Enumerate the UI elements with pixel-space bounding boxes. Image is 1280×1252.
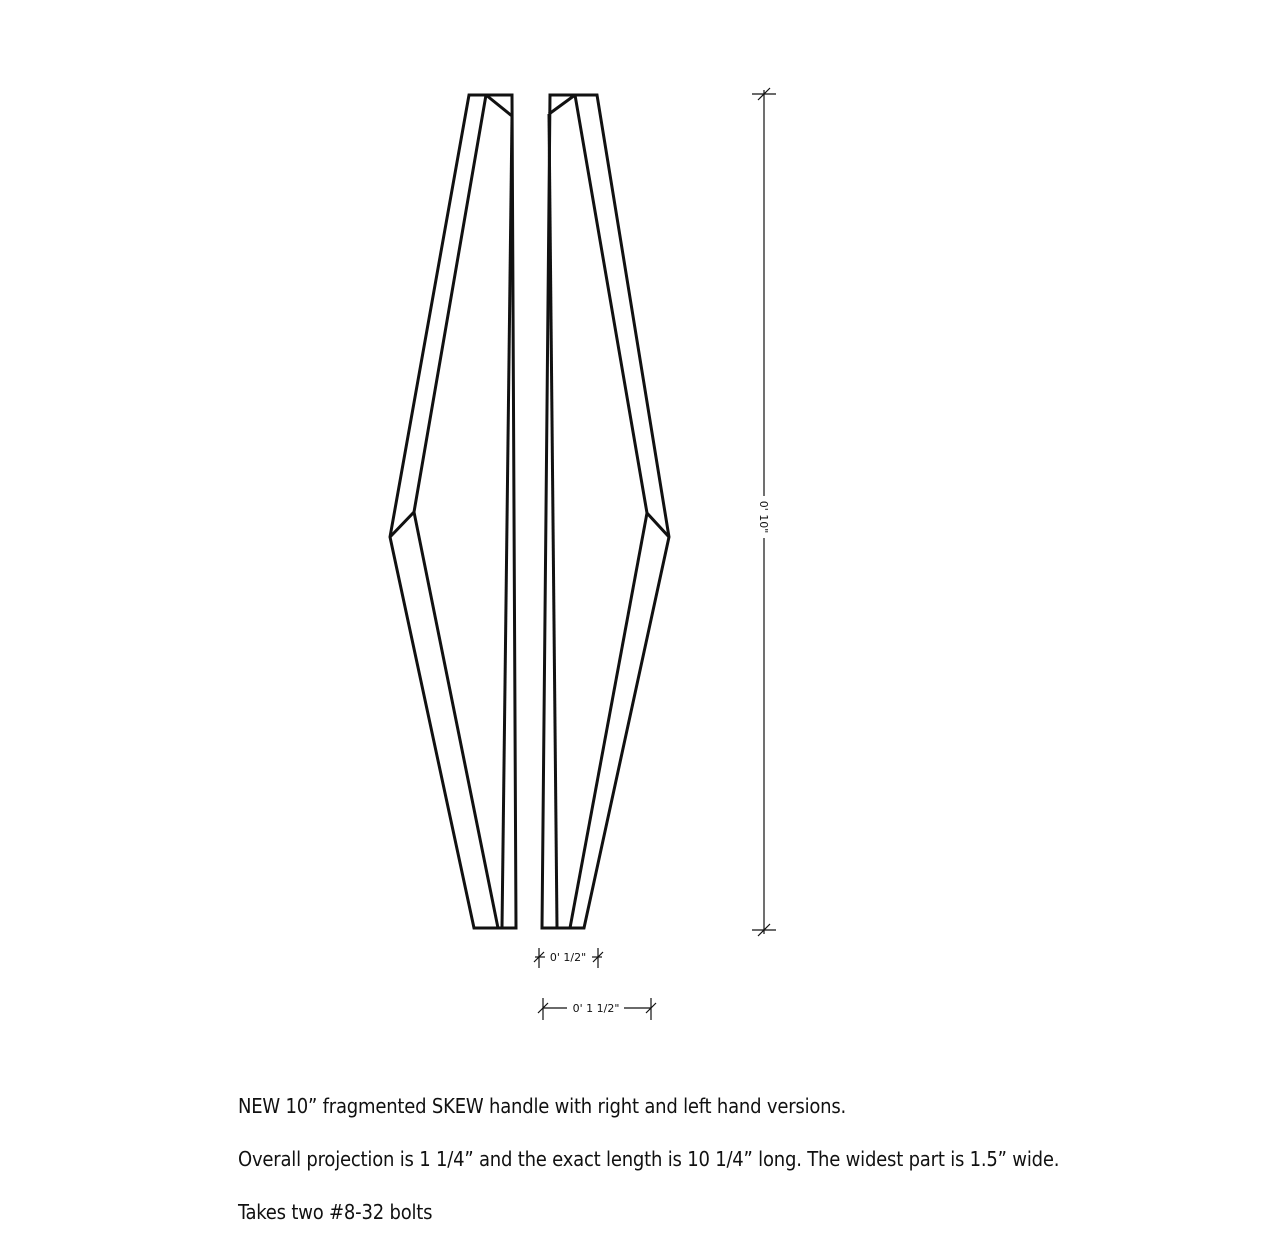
right-hand-handle	[542, 95, 669, 928]
left-hand-handle	[390, 95, 516, 928]
description-line-2: Overall projection is 1 1/4” and the exact length is 10 1/4” long. The widest part is 1.5” wide.	[238, 1147, 1060, 1171]
height-dimension-label: 0' 10"	[757, 500, 770, 534]
description-line-3: Takes two #8-32 bolts	[238, 1200, 433, 1224]
width-dimension-label: 0' 1 1/2"	[572, 1002, 620, 1015]
gap-dimension-label: 0' 1/2"	[549, 951, 587, 964]
description-line-1: NEW 10” fragmented SKEW handle with right and left hand versions.	[238, 1094, 847, 1118]
